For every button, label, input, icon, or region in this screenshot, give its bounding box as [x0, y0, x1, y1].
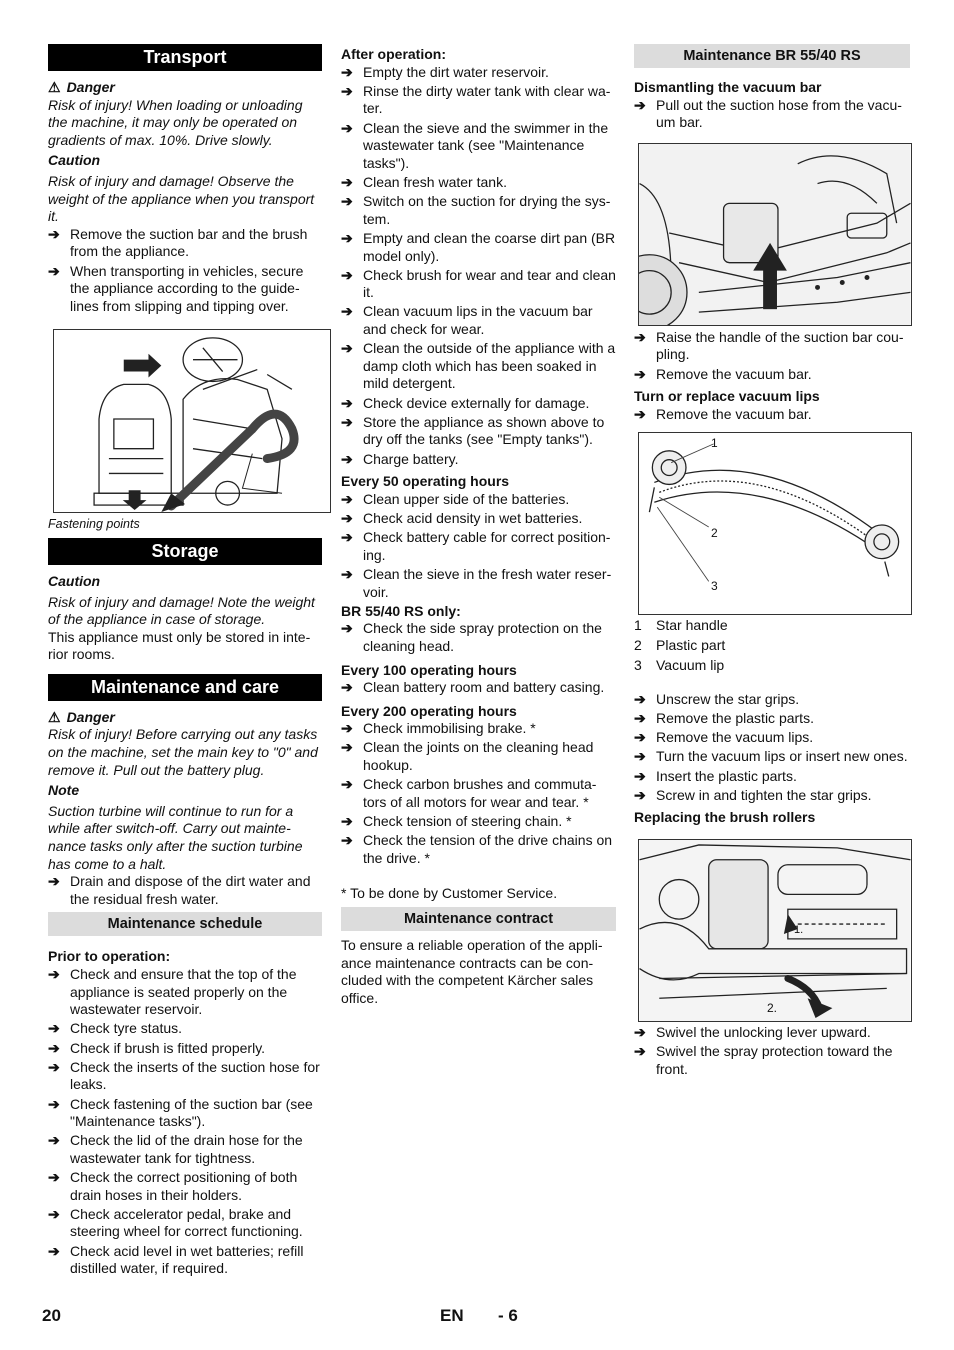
list-item: ➔ Empty and clean the coarse dirt pan (BR model only).	[341, 229, 616, 264]
arrow-right-icon: ➔	[48, 1242, 60, 1259]
arrow-right-icon: ➔	[341, 620, 353, 637]
figure-legend	[634, 617, 910, 675]
arrow-right-icon: ➔	[341, 119, 353, 136]
list-item: ➔ Raise the handle of the suction bar cou-pling.	[634, 328, 904, 363]
arrow-right-icon: ➔	[634, 1043, 646, 1060]
list-item: ➔ Switch on the suction for drying the sys-tem.	[341, 193, 611, 227]
arrow-right-icon: ➔	[341, 565, 353, 582]
legend-item: 1 Star handle	[634, 617, 728, 634]
after-operation-steps	[341, 64, 616, 469]
arrow-right-icon: ➔	[341, 509, 353, 526]
list-item: ➔ Check the side spray protection on the cleaning head.	[341, 620, 602, 654]
arrow-right-icon: ➔	[48, 1058, 60, 1075]
list-item: ➔ Check the correct positioning of both drain hoses in their holders.	[48, 1169, 298, 1203]
arrow-right-icon: ➔	[48, 966, 60, 982]
column-3	[634, 44, 910, 1080]
list-item: ➔ Clean the outside of the appliance with a damp cloth which has been soaked in mild detergent.	[341, 340, 616, 392]
every-200-heading: Every 200 operating hours	[341, 702, 517, 719]
list-item: ➔ Clean upper side of the batteries.	[341, 490, 570, 507]
list-item: ➔ Check carbon brushes and commuta-tors of all motors for wear and tear. *	[341, 776, 597, 810]
arrow-right-icon: ➔	[48, 873, 60, 890]
arrow-right-icon: ➔	[634, 729, 646, 746]
list-item: ➔ Clean the joints on the cleaning head hookup.	[341, 739, 594, 774]
maintenance-contract-text: To ensure a reliable operation of the appli-ance maintenance contracts can be con-cluded with the competent Kärcher sales office.	[341, 937, 603, 1006]
transport-steps	[48, 226, 322, 316]
list-item: ➔ Rinse the dirty water tank with clear wa-ter.	[341, 82, 611, 117]
arrow-right-icon: ➔	[341, 813, 353, 830]
maintenance-note-label: Note	[48, 782, 80, 799]
arrow-right-icon: ➔	[341, 303, 353, 320]
brush-rollers-steps	[634, 1024, 910, 1078]
list-item: ➔ Clean fresh water tank.	[341, 173, 507, 190]
maintenance-danger-text: Risk of injury! Before carrying out any tasks on the machine, set the main key to "0" and remove it. Pull out the battery plug.	[48, 726, 318, 778]
list-item: ➔ Remove the vacuum bar.	[634, 365, 812, 382]
transport-danger-text: Risk of injury! When loading or unloading the machine, it may only be operated on gradients of max. 10%. Drive slowly.	[48, 96, 303, 148]
list-item: ➔ Check the lid of the drain hose for the wastewater tank for tightness.	[48, 1132, 303, 1166]
arrow-right-icon: ➔	[634, 365, 646, 382]
dismantling-heading: Dismantling the vacuum bar	[634, 79, 822, 95]
vacuum-lips-heading: Turn or replace vacuum lips	[634, 388, 820, 405]
maintenance-care-heading: Maintenance and care	[48, 674, 322, 701]
maintenance-br-heading: Maintenance BR 55/40 RS	[634, 44, 910, 68]
legend-item: 2 Plastic part	[634, 637, 726, 654]
every-50-steps	[341, 491, 616, 601]
every-50-heading: Every 50 operating hours	[341, 473, 510, 490]
list-item: ➔ Check brush for wear and tear and clean it.	[341, 266, 616, 301]
list-item: ➔ Clean battery room and battery casing.	[341, 679, 605, 696]
danger-label-text: Danger	[66, 79, 115, 95]
vacuum-bar-figure	[638, 143, 912, 326]
figure-caption: Fastening points	[48, 517, 140, 532]
transport-danger-label	[48, 79, 322, 97]
arrow-right-icon: ➔	[341, 720, 353, 737]
dismantling-steps-b	[634, 329, 910, 383]
arrow-right-icon: ➔	[48, 1132, 60, 1149]
arrow-right-icon: ➔	[48, 225, 60, 242]
list-item: ➔ Check fastening of the suction bar (see "Maintenance tasks").	[48, 1095, 313, 1130]
list-item: ➔ Clean the sieve in the fresh water reser-voir.	[341, 565, 612, 600]
arrow-right-icon: ➔	[634, 1024, 646, 1041]
list-item: ➔ Swivel the spray protection toward the front.	[634, 1043, 893, 1077]
list-item: ➔ Remove the vacuum lips.	[634, 729, 814, 746]
transport-caution-text: Risk of injury and damage! Observe the weight of the appliance when you transport it.	[48, 172, 315, 225]
storage-text: This appliance must only be stored in inte-rior rooms.	[48, 628, 311, 663]
arrow-right-icon: ➔	[341, 739, 353, 756]
arrow-right-icon: ➔	[48, 1205, 60, 1222]
list-item: ➔ Check tension of steering chain. *	[341, 813, 572, 830]
transport-caution-label	[48, 152, 322, 170]
arrow-right-icon: ➔	[341, 229, 353, 246]
arrow-right-icon: ➔	[634, 405, 646, 422]
list-item: ➔ Pull out the suction hose from the vacu-um bar.	[634, 96, 902, 131]
arrow-right-icon: ➔	[341, 529, 353, 546]
arrow-right-icon: ➔	[634, 710, 646, 727]
page-number: 20	[42, 1306, 61, 1325]
list-item: ➔ Check accelerator pedal, brake and steering wheel for correct functioning.	[48, 1205, 303, 1240]
list-item: ➔ Store the appliance as shown above to dry off the tanks (see "Empty tanks").	[341, 413, 605, 448]
arrow-right-icon: ➔	[341, 413, 353, 430]
vacuum-bar-illustration	[639, 144, 911, 325]
warning-triangle-icon: ⚠	[48, 79, 61, 95]
br-only-steps	[341, 620, 616, 655]
arrow-right-icon: ➔	[48, 1039, 60, 1056]
arrow-right-icon: ➔	[634, 328, 646, 345]
figure-label-step-2: 2.	[767, 1001, 778, 1016]
list-item: ➔ Clean vacuum lips in the vacuum bar and check for wear.	[341, 303, 593, 338]
arrow-right-icon: ➔	[341, 63, 353, 80]
maintenance-steps	[48, 873, 322, 908]
arrow-right-icon: ➔	[634, 96, 646, 113]
storage-caution-label: Caution	[48, 572, 101, 589]
brush-rollers-figure	[638, 839, 912, 1022]
brush-roller-illustration	[639, 840, 911, 1021]
storage-caution-text: Risk of injury and damage! Note the weight of the appliance in case of storage.	[48, 593, 315, 628]
storage-heading: Storage	[48, 538, 322, 565]
arrow-right-icon: ➔	[341, 266, 353, 283]
list-item: ➔ Check tyre status.	[48, 1020, 183, 1037]
arrow-right-icon: ➔	[341, 340, 353, 357]
maintenance-contract-heading: Maintenance contract	[341, 907, 616, 931]
arrow-right-icon: ➔	[341, 450, 353, 467]
vacuum-lips-steps-b	[634, 691, 910, 805]
arrow-right-icon: ➔	[341, 82, 353, 99]
sub-page-number: - 6	[498, 1306, 518, 1325]
arrow-right-icon: ➔	[341, 832, 353, 849]
list-item: ➔ Remove the vacuum bar.	[634, 405, 812, 422]
column-2	[341, 44, 616, 1007]
vacuum-lips-figure	[638, 432, 912, 615]
maintenance-note-text: Suction turbine will continue to run for a while after switch-off. Carry out mainte-nance tasks only after the suction turbine has come to a halt.	[48, 802, 303, 872]
maintenance-schedule-heading: Maintenance schedule	[48, 912, 322, 936]
arrow-right-icon: ➔	[341, 394, 353, 411]
column-1	[48, 44, 322, 1279]
prior-operation-steps	[48, 966, 322, 1278]
list-item: ➔ Charge battery.	[341, 450, 459, 467]
arrow-right-icon: ➔	[341, 776, 353, 793]
footnote: * To be done by Customer Service.	[341, 885, 558, 902]
list-item: ➔ Unscrew the star grips.	[634, 690, 800, 707]
list-item: ➔ Insert the plastic parts.	[634, 767, 797, 784]
list-item: ➔ Empty the dirt water reservoir.	[341, 63, 549, 80]
list-item: ➔ Check device externally for damage.	[341, 394, 590, 411]
list-item: ➔ Remove the suction bar and the brush from the appliance.	[48, 225, 308, 260]
list-item: ➔ Check the inserts of the suction hose for leaks.	[48, 1058, 320, 1093]
arrow-right-icon: ➔	[341, 490, 353, 507]
list-item: ➔ Check if brush is fitted properly.	[48, 1039, 266, 1056]
every-100-steps	[341, 679, 616, 697]
machine-illustration	[54, 330, 330, 512]
prior-operation-heading: Prior to operation:	[48, 948, 171, 965]
list-item: ➔ Check immobilising brake. *	[341, 720, 536, 737]
list-item: ➔ Check the tension of the drive chains on the drive. *	[341, 832, 613, 866]
arrow-right-icon: ➔	[48, 1020, 60, 1037]
caution-label-text: Caution	[48, 152, 101, 169]
list-item: ➔ Turn the vacuum lips or insert new ones.	[634, 748, 908, 765]
dismantling-steps-a	[634, 97, 910, 132]
arrow-right-icon: ➔	[48, 1095, 60, 1112]
maintenance-danger-label: ⚠ Danger	[48, 708, 115, 725]
list-item: ➔ Drain and dispose of the dirt water and the residual fresh water.	[48, 873, 311, 907]
arrow-right-icon: ➔	[48, 1169, 60, 1186]
fastening-points-figure	[53, 329, 331, 513]
brush-rollers-heading: Replacing the brush rollers	[634, 809, 816, 826]
every-200-steps	[341, 720, 616, 867]
language-code: EN	[440, 1306, 464, 1325]
figure-label-3: 3	[711, 579, 718, 594]
vacuum-lip-illustration	[639, 433, 911, 614]
legend-item: 3 Vacuum lip	[634, 657, 725, 674]
figure-label-step-1: 1.	[794, 924, 804, 937]
br-only-heading: BR 55/40 RS only:	[341, 602, 461, 619]
every-100-heading: Every 100 operating hours	[341, 661, 517, 678]
figure-label-2: 2	[711, 526, 718, 541]
list-item: ➔ Clean the sieve and the swimmer in the wastewater tank (see "Maintenance tasks").	[341, 119, 609, 171]
list-item: ➔ Remove the plastic parts.	[634, 710, 814, 727]
list-item: ➔ Check acid density in wet batteries.	[341, 509, 583, 526]
list-item: ➔ Check and ensure that the top of the appliance is seated properly on the wastewater reservoir.	[48, 966, 297, 1018]
arrow-right-icon: ➔	[341, 679, 353, 696]
list-item: ➔ Swivel the unlocking lever upward.	[634, 1024, 871, 1041]
list-item: ➔ Check acid level in wet batteries; refill distilled water, if required.	[48, 1242, 304, 1277]
arrow-right-icon: ➔	[634, 690, 646, 707]
after-operation-heading: After operation:	[341, 46, 446, 62]
list-item: ➔ When transporting in vehicles, secure the appliance according to the guide-lines from slipping and tipping over.	[48, 262, 304, 314]
list-item: ➔ Check battery cable for correct position-ing.	[341, 529, 611, 563]
arrow-right-icon: ➔	[48, 262, 60, 279]
transport-heading: Transport	[48, 44, 322, 71]
list-item: ➔ Screw in and tighten the star grips.	[634, 786, 872, 803]
arrow-right-icon: ➔	[634, 786, 646, 803]
arrow-right-icon: ➔	[634, 748, 646, 765]
figure-label-1: 1	[711, 436, 718, 451]
vacuum-lips-steps-a	[634, 406, 910, 424]
arrow-right-icon: ➔	[634, 767, 646, 784]
arrow-right-icon: ➔	[341, 193, 353, 210]
warning-triangle-icon: ⚠	[48, 708, 61, 725]
arrow-right-icon: ➔	[341, 173, 353, 190]
